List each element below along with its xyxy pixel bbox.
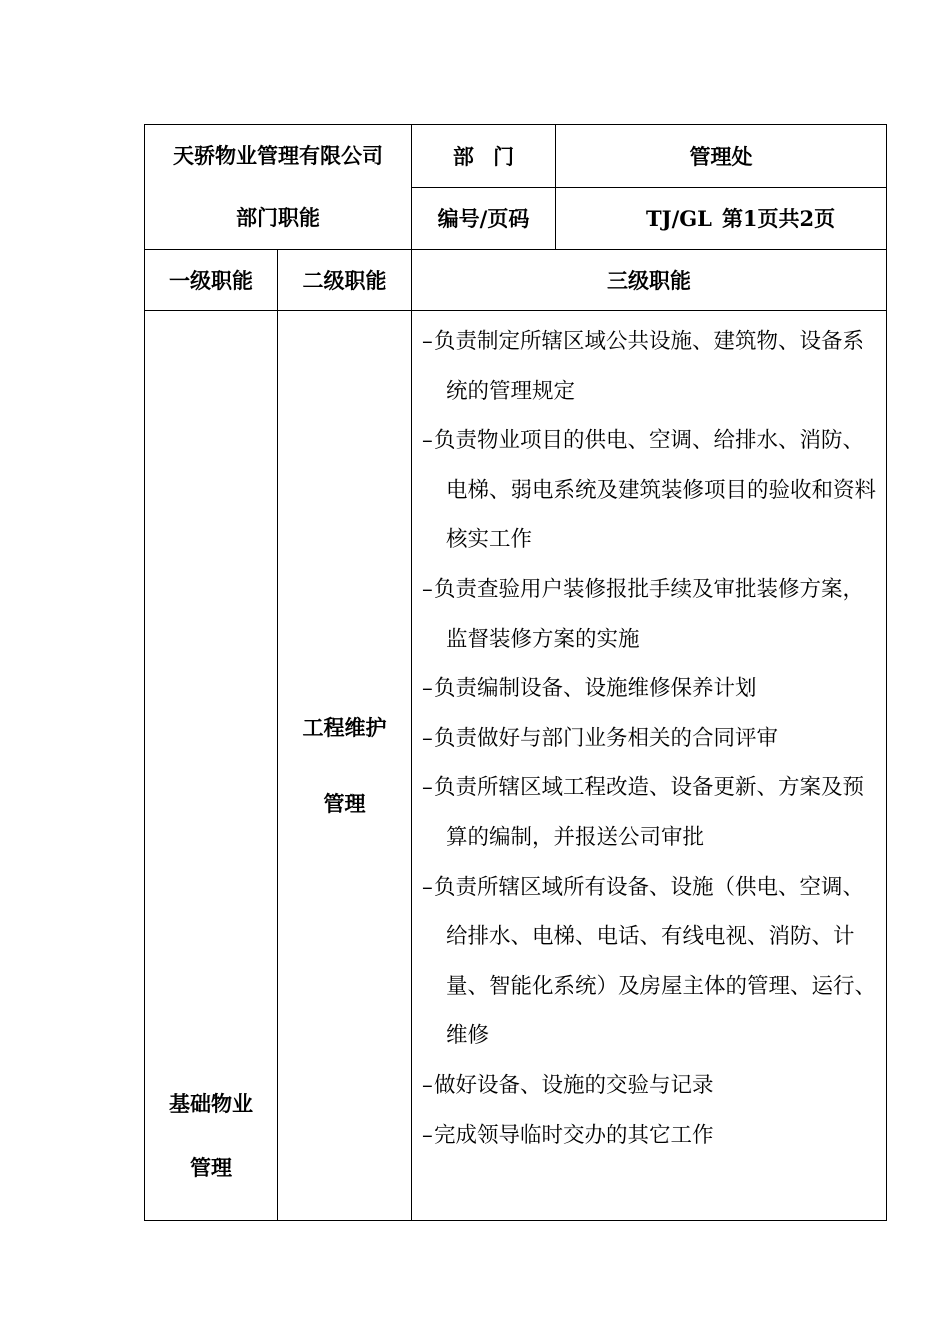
duty-item: –负责制定所辖区域公共设施、建筑物、设备系统的管理规定 — [422, 329, 865, 404]
department-function-table — [144, 124, 887, 1221]
document-title: 部门职能 — [236, 205, 320, 230]
duty-item: –负责物业项目的供电、空调、给排水、消防、电梯、弱电系统及建筑装修项目的验收和资料核实工作 — [422, 428, 877, 553]
duty-item: –完成领导临时交办的其它工作 — [422, 1122, 714, 1148]
department-label: 部 门 — [412, 125, 556, 188]
duty-item: –负责做好与部门业务相关的合同评审 — [422, 725, 779, 751]
duty-item: –负责编制设备、设施维修保养计划 — [422, 676, 757, 702]
duty-item: –负责所辖区域所有设备、设施（供电、空调、给排水、电梯、电话、有线电视、消防、计量、智能化系统）及房屋主体的管理、运行、维修 — [422, 874, 877, 1049]
code-page-label: 编号/页码 — [412, 187, 556, 250]
code-page-value — [556, 187, 887, 250]
duty-item: –负责所辖区域工程改造、设备更新、方案及预算的编制，并报送公司审批 — [422, 775, 865, 850]
column-header-level3: 三级职能 — [412, 250, 887, 311]
level2-function-cell — [278, 311, 412, 1221]
level3-duties-cell — [412, 311, 887, 1221]
page-number: 第1页共2页 — [721, 206, 836, 232]
level1-function-line1: 基础物业 — [169, 1091, 253, 1116]
level2-function-line2: 管理 — [323, 790, 366, 816]
duty-item: –做好设备、设施的交验与记录 — [422, 1072, 714, 1098]
document-code: TJ/GL — [646, 206, 712, 232]
level1-function-line2: 管理 — [190, 1155, 232, 1180]
department-value: 管理处 — [556, 125, 887, 188]
company-header-cell — [145, 125, 412, 250]
duty-item: –负责查验用户装修报批手续及审批装修方案，监督装修方案的实施 — [422, 576, 865, 652]
column-header-level2: 二级职能 — [278, 250, 412, 311]
company-name: 天骄物业管理有限公司 — [173, 143, 383, 168]
column-header-level1: 一级职能 — [145, 250, 278, 311]
level1-function-cell — [145, 311, 278, 1221]
level2-function-line1: 工程维护 — [302, 714, 387, 740]
